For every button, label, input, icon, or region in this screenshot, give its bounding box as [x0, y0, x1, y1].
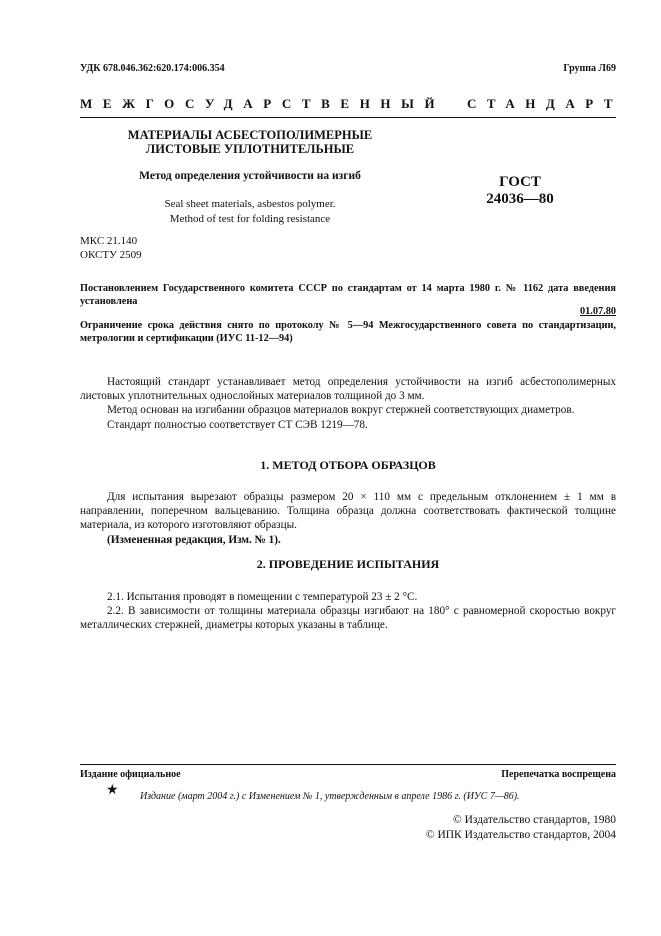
reprint-prohibited-label: Перепечатка воспрещена — [501, 769, 616, 780]
gost-number: 24036—80 — [486, 191, 554, 207]
banner-interstate: МЕЖГОСУДАРСТВЕННЫЙ — [80, 96, 446, 111]
banner-rule — [80, 117, 616, 118]
decree-date: 01.07.80 — [579, 306, 616, 317]
intro-paragraph-2: Метод основан на изгибании образцов материалов вокруг стержней соответствующих диаметров. — [107, 404, 575, 417]
section-1-heading: 1. МЕТОД ОТБОРА ОБРАЗЦОВ — [260, 458, 436, 472]
classification-codes — [80, 235, 142, 262]
title-line-1: МАТЕРИАЛЫ АСБЕСТОПОЛИМЕРНЫЕ — [127, 128, 373, 142]
official-edition-label: Издание официальное — [80, 769, 181, 780]
star-icon: ★ — [106, 783, 119, 798]
section-1-amendment-note: (Измененная редакция, Изм. № 1). — [107, 533, 281, 546]
decree-text: Постановлением Государственного комитета СССР по стандартам от 14 марта 1980 г. № 1162 дата введения установлена — [80, 283, 616, 307]
copyright-1980: © Издательство стандартов, 1980 — [452, 814, 616, 826]
intro-paragraph-3: Стандарт полностью соответствует СТ СЭВ 1219—78. — [107, 418, 368, 431]
copyright-block — [426, 813, 616, 843]
title-block — [80, 128, 420, 156]
section-1-body — [80, 490, 616, 547]
banner-standard: СТАНДАРТ — [467, 96, 624, 111]
clause-2-1: 2.1. Испытания проводят в помещении с температурой 23 ± 2 °С. — [107, 591, 418, 603]
gost-label: ГОСТ — [499, 174, 541, 190]
edition-note: Издание (март 2004 г.) с Изменением № 1, утвержденным в апреле 1986 г. (ИУС 7—86). — [140, 791, 520, 802]
intro — [80, 375, 616, 432]
title-english — [80, 197, 420, 226]
title-english-line-2: Method of test for folding resistance — [169, 212, 331, 225]
group-code: Группа Л69 — [563, 63, 616, 74]
limitation-note: Ограничение срока действия снято по протоколу № 5—94 Межгосударственного совета по стандартизации, метрологии и сертификации (ИУС 11-12—94) — [80, 320, 616, 344]
mks-code: МКС 21.140 — [80, 235, 138, 247]
section-2-body — [80, 590, 616, 633]
udk-code: УДК 678.046.362:620.174:006.354 — [80, 63, 225, 74]
copyright-2004: © ИПК Издательство стандартов, 2004 — [425, 829, 616, 841]
title-english-line-1: Seal sheet materials, asbestos polymer. — [164, 198, 336, 210]
section-2-heading: 2. ПРОВЕДЕНИЕ ИСПЫТАНИЯ — [256, 557, 440, 571]
clause-2-2: 2.2. В зависимости от толщины материала образцы изгибают на 180° с равномерной скоростью вокруг металлических стержней, диаметры которых указаны в таблице. — [80, 605, 616, 632]
gost-block — [470, 174, 570, 208]
section-1-paragraph: Для испытания вырезают образцы размером 20 × 110 мм с предельным отклонением ± 1 мм в направлении, поперечном вальцеванию. Толщина образца должна соответствовать фактической толщине материала, из которого изготовляют образцы. — [80, 491, 616, 532]
title-subtitle: Метод определения устойчивости на изгиб — [139, 170, 361, 182]
okstu-code: ОКСТУ 2509 — [80, 248, 142, 261]
intro-paragraph-1: Настоящий стандарт устанавливает метод определения устойчивости на изгиб асбестополимерных листовых уплотнительных однослойных материалов толщиной до 3 мм. — [80, 376, 616, 403]
title-line-2: ЛИСТОВЫЕ УПЛОТНИТЕЛЬНЫЕ — [145, 142, 355, 156]
footer-rule — [80, 764, 616, 765]
